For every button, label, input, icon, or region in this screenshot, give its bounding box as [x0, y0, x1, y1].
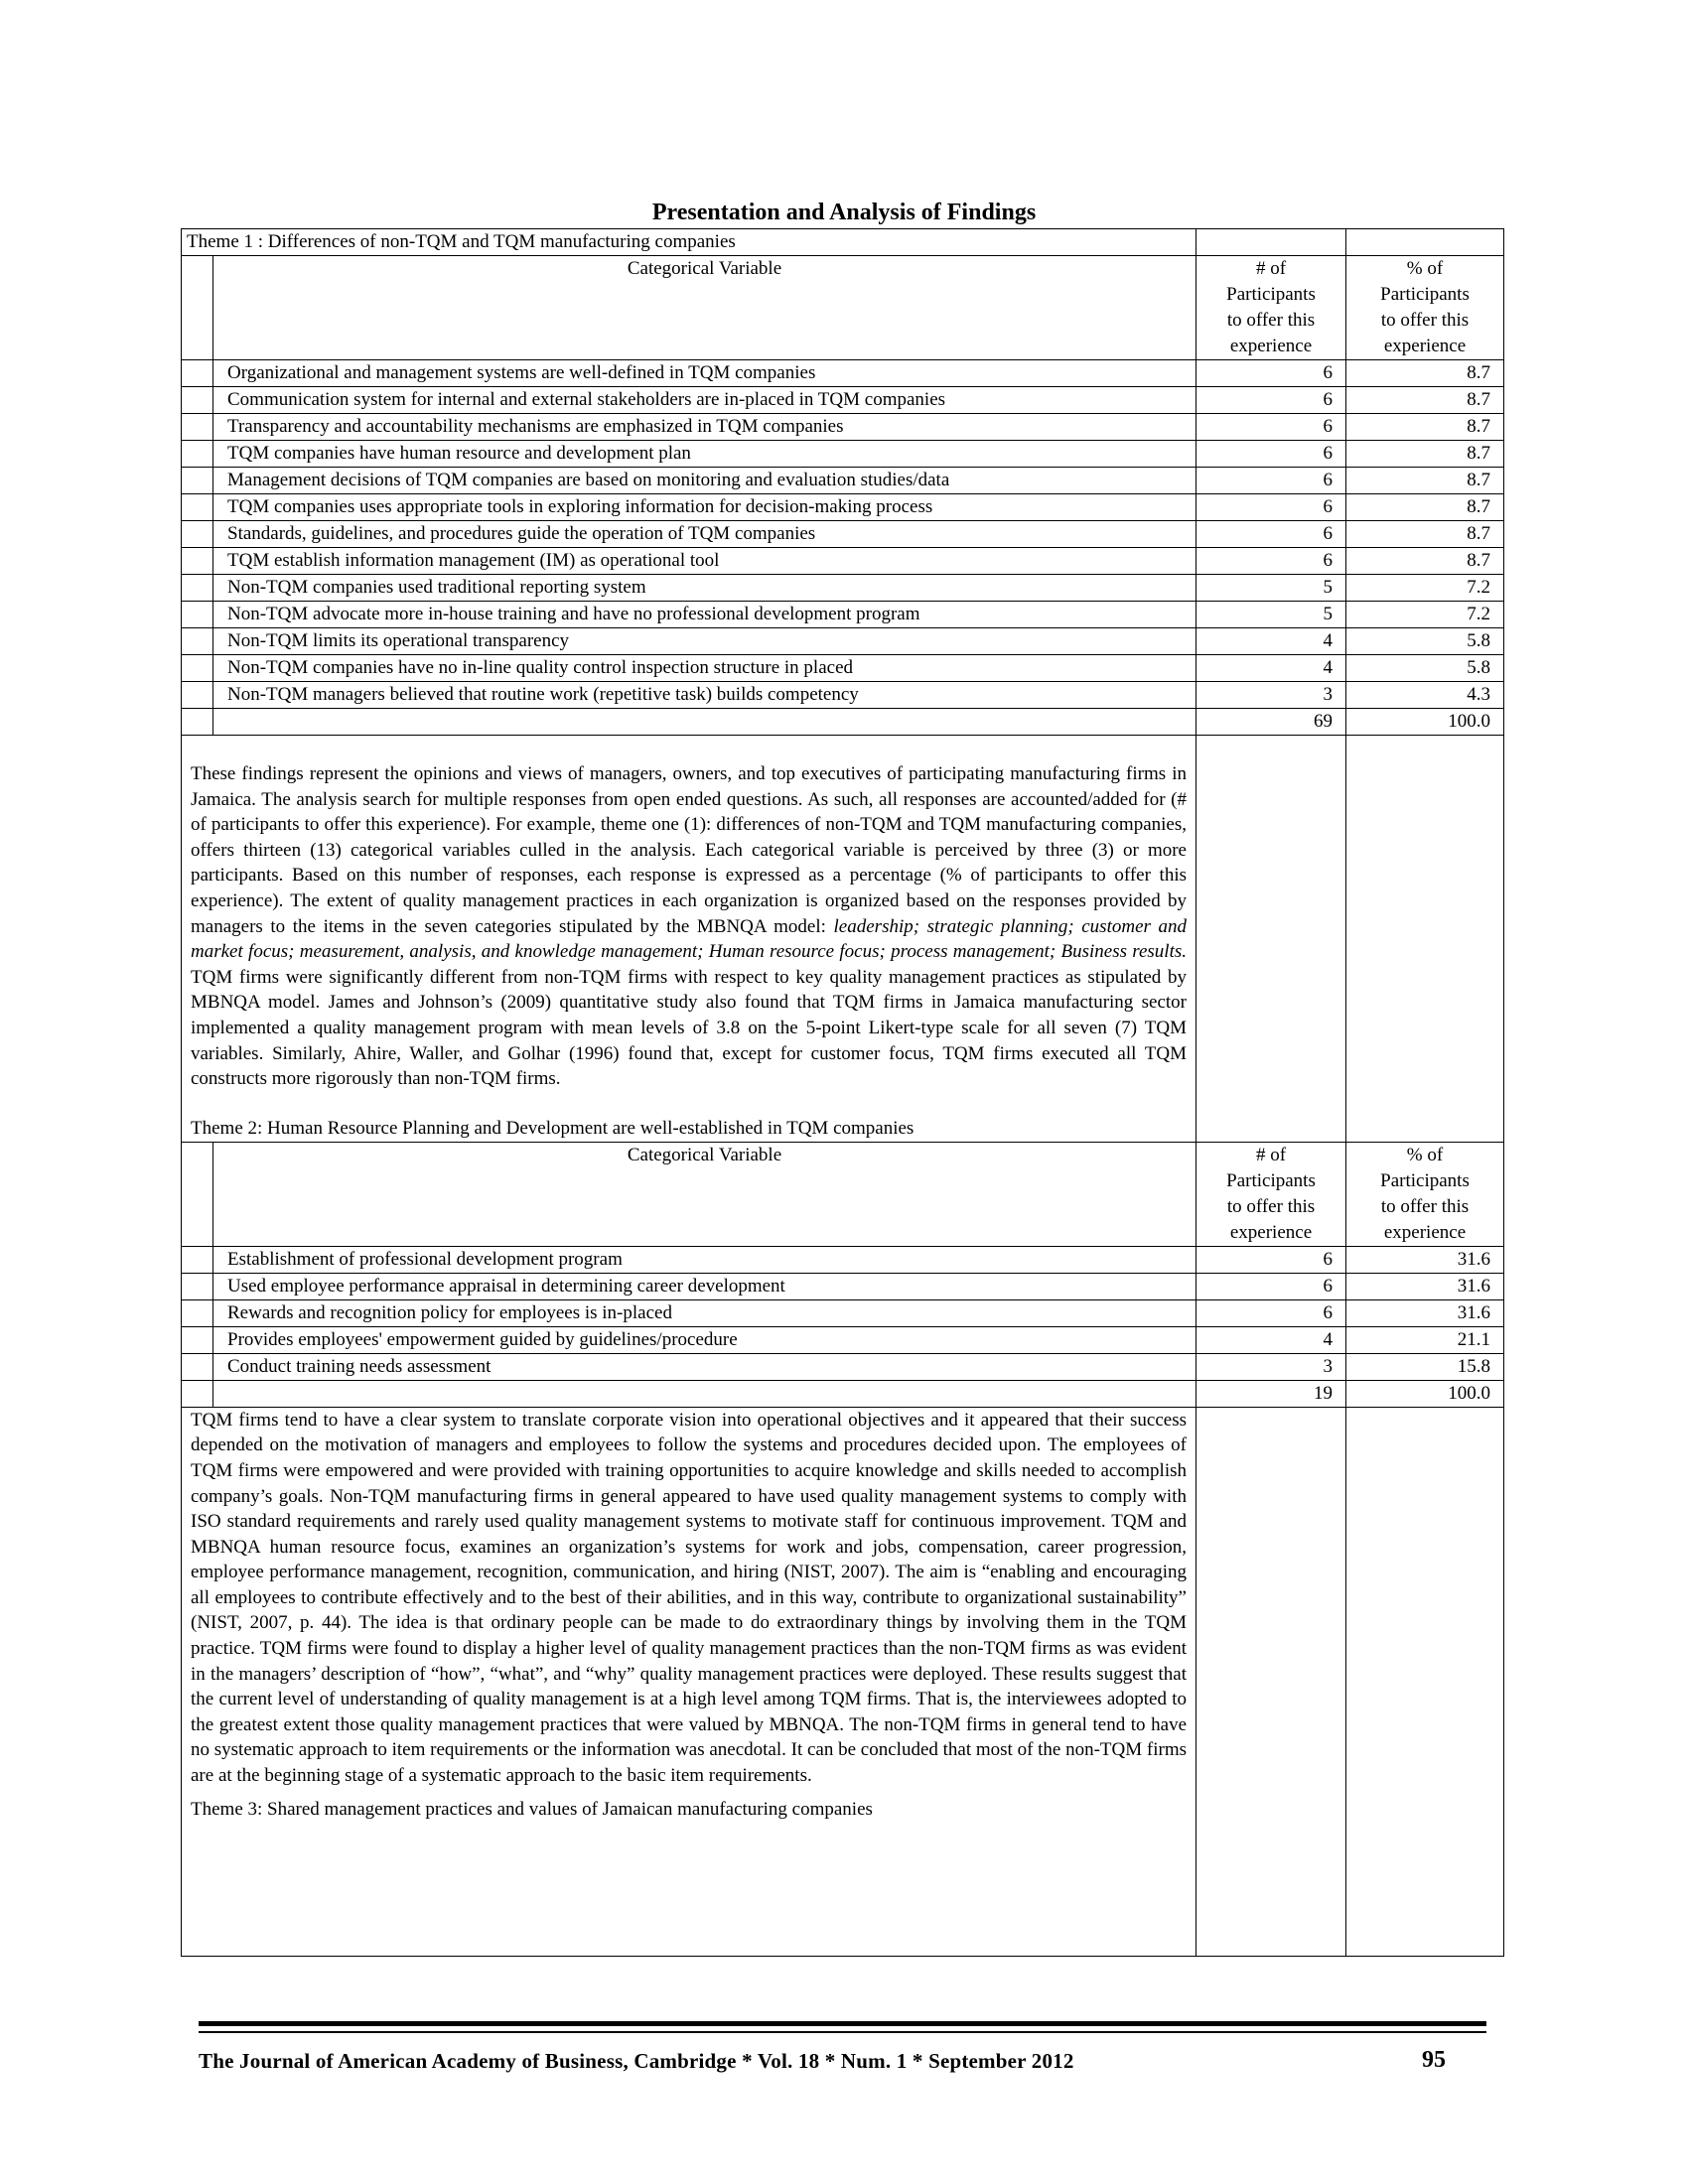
indent-cell — [182, 1380, 213, 1407]
percent-cell: 21.1 — [1346, 1326, 1504, 1353]
variable-cell: Management decisions of TQM companies are based on monitoring and evaluation studies/data — [213, 468, 1196, 494]
count-cell: 6 — [1196, 468, 1346, 494]
percent-column-header — [1346, 256, 1504, 360]
indent-cell — [182, 414, 213, 441]
total-count: 69 — [1196, 709, 1346, 736]
percent-cell: 8.7 — [1346, 521, 1504, 548]
theme-heading: Theme 3: Shared management practices and values of Jamaican manufacturing companies — [191, 1798, 873, 1820]
empty-cell — [1196, 1407, 1346, 1956]
percent-header-line: experience — [1383, 1221, 1467, 1243]
table-row — [182, 387, 1504, 414]
table-row — [182, 1273, 1504, 1299]
page-title: Presentation and Analysis of Findings — [651, 200, 1037, 225]
count-cell: 3 — [1196, 1353, 1346, 1380]
footer-rule — [199, 2021, 1486, 2026]
percent-cell: 8.7 — [1346, 468, 1504, 494]
percent-cell: 7.2 — [1346, 575, 1504, 602]
indent-cell — [182, 468, 213, 494]
count-cell: 6 — [1196, 1246, 1346, 1273]
column-header-row — [182, 1142, 1504, 1246]
findings-table — [181, 228, 1504, 1957]
indent-cell — [182, 655, 213, 682]
indent-cell — [182, 441, 213, 468]
table-row — [182, 468, 1504, 494]
column-header-row — [182, 256, 1504, 360]
table-row — [182, 521, 1504, 548]
percent-cell: 31.6 — [1346, 1273, 1504, 1299]
findings-paragraph-cell — [182, 1407, 1196, 1956]
variable-cell: Standards, guidelines, and procedures guide the operation of TQM companies — [213, 521, 1196, 548]
percent-cell: 15.8 — [1346, 1353, 1504, 1380]
percent-cell: 31.6 — [1346, 1246, 1504, 1273]
count-cell: 6 — [1196, 387, 1346, 414]
empty-cell — [1346, 1407, 1504, 1956]
count-cell: 6 — [1196, 1273, 1346, 1299]
count-header-line: # of — [1255, 258, 1287, 279]
percent-header-line: Participants — [1380, 1169, 1470, 1191]
percent-cell: 4.3 — [1346, 682, 1504, 709]
indent-cell — [182, 1142, 213, 1246]
journal-citation: The Journal of American Academy of Business, Cambridge * Vol. 18 * Num. 1 * September 2012 — [199, 2049, 1074, 2073]
indent-cell — [182, 548, 213, 575]
count-column-header — [1196, 256, 1346, 360]
percent-cell: 5.8 — [1346, 655, 1504, 682]
variable-cell: TQM companies have human resource and development plan — [213, 441, 1196, 468]
indent-cell — [182, 1326, 213, 1353]
percent-cell: 8.7 — [1346, 414, 1504, 441]
variable-cell: Conduct training needs assessment — [213, 1353, 1196, 1380]
indent-cell — [182, 575, 213, 602]
total-percent: 100.0 — [1346, 1380, 1504, 1407]
theme-heading: Theme 2: Human Resource Planning and Development are well-established in TQM companies — [191, 1117, 914, 1139]
variable-cell: Non-TQM managers believed that routine work (repetitive task) builds competency — [213, 682, 1196, 709]
paragraph-text: These findings represent the opinions and views of managers, owners, and top executives of participating manufacturing firms in Jamaica. The analysis search for multiple responses from open ended questions. As such, all responses are accounted/added for (# of participants to offer this experience). For example, theme one (1): differences of non-TQM and TQM manufacturing companies, offers thirteen (13) categorical variables culled in the analysis. Each categorical variable is perceived by three (3) or more participants. Based on this number of responses, each response is expressed as a percentage (% of participants to offer this experience). The extent of quality management practices in each organization is organized based on the responses provided by managers to the items in the seven categories stipulated by the MBNQA model: — [191, 763, 1187, 937]
variable-cell: Communication system for internal and external stakeholders are in-placed in TQM companies — [213, 387, 1196, 414]
indent-cell — [182, 1299, 213, 1326]
count-header-line: to offer this — [1226, 1195, 1316, 1217]
indent-cell — [182, 709, 213, 736]
table-row — [182, 414, 1504, 441]
table-row — [182, 1326, 1504, 1353]
variable-cell: Organizational and management systems are well-defined in TQM companies — [213, 360, 1196, 387]
percent-cell: 8.7 — [1346, 548, 1504, 575]
count-header-line: Participants — [1226, 1169, 1316, 1191]
findings-paragraph-cell — [182, 736, 1196, 1143]
indent-cell — [182, 494, 213, 521]
count-cell: 3 — [1196, 682, 1346, 709]
percent-cell: 7.2 — [1346, 602, 1504, 628]
table-row — [182, 494, 1504, 521]
percent-cell: 8.7 — [1346, 494, 1504, 521]
table-row — [182, 682, 1504, 709]
percent-cell: 8.7 — [1346, 387, 1504, 414]
paragraph-row — [182, 1407, 1504, 1956]
percent-cell: 8.7 — [1346, 441, 1504, 468]
variable-cell: Non-TQM companies used traditional reporting system — [213, 575, 1196, 602]
total-count: 19 — [1196, 1380, 1346, 1407]
count-cell: 6 — [1196, 548, 1346, 575]
count-cell: 6 — [1196, 521, 1346, 548]
indent-cell — [182, 602, 213, 628]
indent-cell — [182, 682, 213, 709]
page-number: 95 — [1422, 2047, 1446, 2073]
empty-cell — [1196, 736, 1346, 1143]
percent-cell: 31.6 — [1346, 1299, 1504, 1326]
indent-cell — [182, 360, 213, 387]
table-row — [182, 628, 1504, 655]
variable-cell: Non-TQM companies have no in-line quality control inspection structure in placed — [213, 655, 1196, 682]
count-header-line: to offer this — [1226, 310, 1316, 331]
count-cell: 6 — [1196, 1299, 1346, 1326]
percent-cell: 8.7 — [1346, 360, 1504, 387]
findings-paragraph — [182, 761, 1196, 1092]
table-row — [182, 360, 1504, 387]
empty-cell — [1346, 736, 1504, 1143]
variable-column-header: Categorical Variable — [213, 1142, 1196, 1246]
indent-cell — [182, 1246, 213, 1273]
table-row — [182, 1353, 1504, 1380]
percent-header-line: to offer this — [1380, 310, 1470, 331]
variable-cell: TQM establish information management (IM) as operational tool — [213, 548, 1196, 575]
paragraph-text: TQM firms were significantly different from non-TQM firms with respect to key quality management practices as stipulated by MBNQA model. James and Johnson’s (2009) quantitative study also found that TQM firms in Jamaica manufacturing sector implemented a quality management program with mean levels of 3.8 on the 5-point Likert-type scale for all seven (7) TQM variables. Similarly, Ahire, Waller, and Golhar (1996) found that, except for customer focus, TQM firms executed all TQM constructs more rigorously than non-TQM firms. — [191, 966, 1187, 1090]
total-row — [182, 1380, 1504, 1407]
count-header-line: experience — [1229, 336, 1313, 356]
count-cell: 5 — [1196, 575, 1346, 602]
count-cell: 6 — [1196, 494, 1346, 521]
percent-column-header — [1346, 1142, 1504, 1246]
paragraph-row — [182, 736, 1504, 1143]
indent-cell — [182, 256, 213, 360]
percent-header-line: % of — [1406, 258, 1444, 279]
table-row — [182, 655, 1504, 682]
count-cell: 5 — [1196, 602, 1346, 628]
count-cell: 4 — [1196, 655, 1346, 682]
theme-heading-row — [182, 229, 1504, 256]
findings-paragraph: TQM firms tend to have a clear system to translate corporate vision into operational objectives and it appeared that their success depended on the motivation of managers and employees to follow the systems and procedures decided upon. The employees of TQM firms were empowered and were provided with training opportunities to acquire knowledge and skills needed to accomplish company’s goals. Non-TQM manufacturing firms in general appeared to have used quality management systems to comply with ISO standard requirements and rarely used quality management systems to motivate staff for continuous improvement. TQM and MBNQA human resource focus, examines an organization’s systems for work and jobs, compensation, career progression, employee performance management, recognition, communication, and hiring (NIST, 2007). The aim is “enabling and encouraging all employees to contribute effectively and to the best of their abilities, and in this way, contribute to organizational sustainability” (NIST, 2007, p. 44). The idea is that ordinary people can be made to do extraordinary things by involving them in the TQM practice. TQM firms were found to display a higher level of quality management practices than the non-TQM firms as was evident in the managers’ description of “how”, “what”, and “why” quality management practices were deployed. These results suggest that the current level of understanding of quality management is at a high level among TQM firms. That is, the interviewees adopted to the greatest extent those quality management practices that were valued by MBNQA. The non-TQM firms in general tend to have no systematic approach to item requirements or the information was anecdotal. It can be concluded that most of the non-TQM firms are at the beginning stage of a systematic approach to the basic item requirements. — [191, 1409, 1188, 1787]
percent-header-line: Participants — [1380, 284, 1470, 305]
variable-column-header: Categorical Variable — [213, 256, 1196, 360]
table-row — [182, 1299, 1504, 1326]
indent-cell — [182, 521, 213, 548]
variable-cell: Non-TQM advocate more in-house training and have no professional development program — [213, 602, 1196, 628]
table-row — [182, 575, 1504, 602]
count-cell: 4 — [1196, 1326, 1346, 1353]
theme-heading: Theme 1 : Differences of non-TQM and TQM manufacturing companies — [182, 229, 1196, 256]
count-cell: 6 — [1196, 414, 1346, 441]
indent-cell — [182, 387, 213, 414]
count-cell: 4 — [1196, 628, 1346, 655]
count-header-line: experience — [1229, 1221, 1313, 1243]
empty-cell — [213, 1380, 1196, 1407]
percent-header-line: % of — [1406, 1144, 1444, 1165]
variable-cell: Establishment of professional development program — [213, 1246, 1196, 1273]
variable-cell: Provides employees' empowerment guided by guidelines/procedure — [213, 1326, 1196, 1353]
count-cell: 6 — [1196, 360, 1346, 387]
count-cell: 6 — [1196, 441, 1346, 468]
percent-cell: 5.8 — [1346, 628, 1504, 655]
variable-cell: TQM companies uses appropriate tools in exploring information for decision-making process — [213, 494, 1196, 521]
footer-rule-thin — [199, 2031, 1486, 2033]
variable-cell: Rewards and recognition policy for employees is in-placed — [213, 1299, 1196, 1326]
total-row — [182, 709, 1504, 736]
variable-cell: Used employee performance appraisal in determining career development — [213, 1273, 1196, 1299]
variable-cell: Non-TQM limits its operational transparency — [213, 628, 1196, 655]
total-percent: 100.0 — [1346, 709, 1504, 736]
empty-cell — [1196, 229, 1346, 256]
count-column-header — [1196, 1142, 1346, 1246]
percent-header-line: experience — [1383, 336, 1467, 356]
percent-header-line: to offer this — [1380, 1195, 1470, 1217]
table-row — [182, 1246, 1504, 1273]
table-row — [182, 602, 1504, 628]
count-header-line: # of — [1255, 1144, 1287, 1165]
indent-cell — [182, 1353, 213, 1380]
count-header-line: Participants — [1226, 284, 1316, 305]
variable-cell: Transparency and accountability mechanisms are emphasized in TQM companies — [213, 414, 1196, 441]
empty-cell — [1346, 229, 1504, 256]
mbnqa-categories-text: leadership; strategic planning; customer and market focus; measurement, analysis, and knowledge management; Human resource focus; process management; Business results. — [191, 915, 1187, 963]
indent-cell — [182, 628, 213, 655]
table-row — [182, 441, 1504, 468]
indent-cell — [182, 1273, 213, 1299]
empty-cell — [213, 709, 1196, 736]
table-row — [182, 548, 1504, 575]
